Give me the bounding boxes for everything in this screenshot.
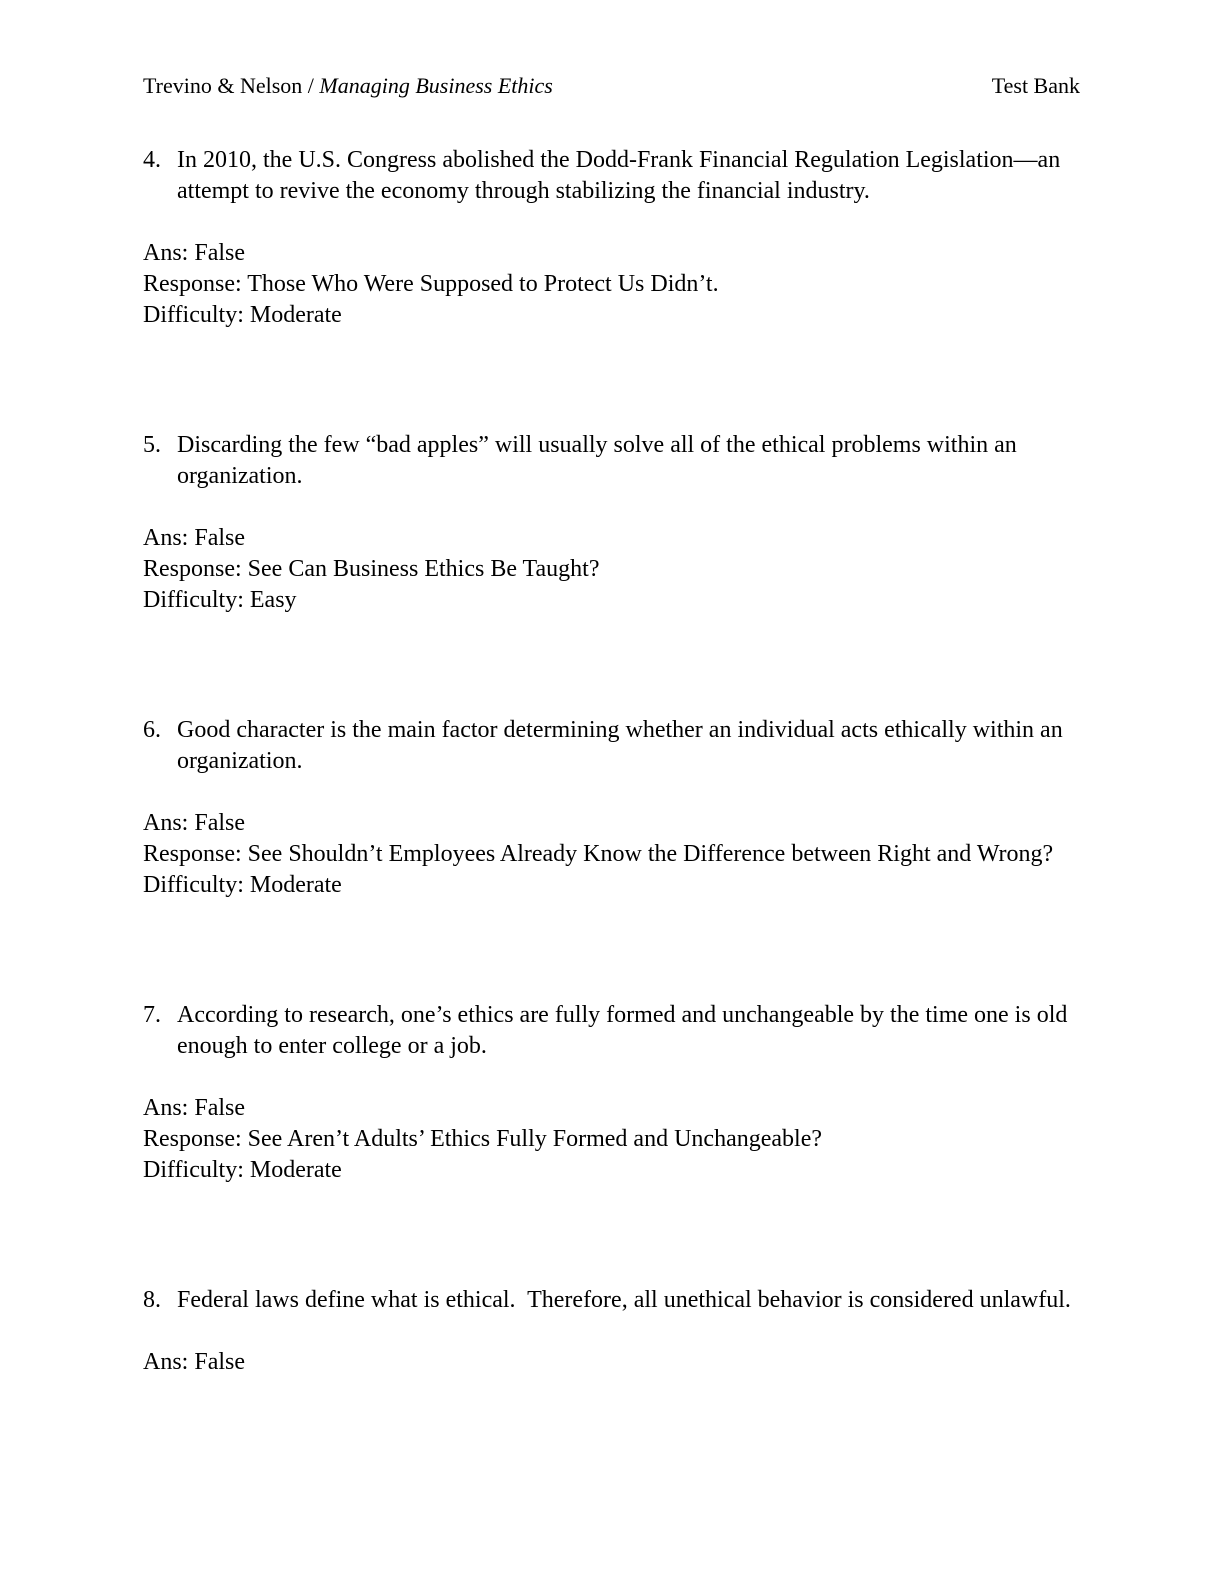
- difficulty-value: Easy: [249, 587, 297, 613]
- page-header: [143, 72, 1080, 100]
- difficulty-label: Difficulty:: [143, 1157, 244, 1183]
- answer-label: Ans:: [143, 1349, 189, 1375]
- answer-line: [143, 523, 1080, 554]
- difficulty-line: [143, 300, 1080, 331]
- question-text: Federal laws define what is ethical. Therefore, all unethical behavior is considered unlawful.: [177, 1287, 1071, 1313]
- response-label: Response:: [143, 556, 242, 582]
- question-number: 6.: [143, 717, 161, 743]
- response-label: Response:: [143, 841, 242, 867]
- response-line: [143, 839, 1080, 870]
- header-book-title: Managing Business Ethics: [319, 73, 553, 98]
- answer-label: Ans:: [143, 525, 189, 551]
- question-text: In 2010, the U.S. Congress abolished the Dodd-Frank Financial Regulation Legislation—an attempt to revive the economy through stabilizing the financial industry.: [177, 147, 1067, 204]
- question-number: 7.: [143, 1002, 161, 1028]
- question-text: Good character is the main factor determining whether an individual acts ethically within an organization.: [177, 717, 1069, 774]
- difficulty-label: Difficulty:: [143, 587, 244, 613]
- difficulty-label: Difficulty:: [143, 872, 244, 898]
- question-number: 8.: [143, 1287, 161, 1313]
- response-value: See Aren’t Adults’ Ethics Fully Formed and Unchangeable?: [247, 1126, 822, 1152]
- response-value: Those Who Were Supposed to Protect Us Didn’t.: [247, 271, 719, 297]
- question-number: 4.: [143, 147, 161, 173]
- difficulty-label: Difficulty:: [143, 302, 244, 328]
- difficulty-line: [143, 585, 1080, 616]
- response-value: See Shouldn’t Employees Already Know the Difference between Right and Wrong?: [247, 841, 1054, 867]
- response-label: Response:: [143, 1126, 242, 1152]
- answer-label: Ans:: [143, 240, 189, 266]
- answer-label: Ans:: [143, 1095, 189, 1121]
- question-item-5: [143, 430, 1080, 616]
- question-text: According to research, one’s ethics are fully formed and unchangeable by the time one is old enough to enter college or a job.: [177, 1002, 1074, 1059]
- answer-value: False: [194, 240, 246, 266]
- response-line: [143, 554, 1080, 585]
- question-row: [143, 715, 1080, 777]
- answer-value: False: [194, 1095, 246, 1121]
- answer-line: [143, 1347, 1080, 1378]
- question-row: [143, 1285, 1080, 1316]
- difficulty-line: [143, 1155, 1080, 1186]
- response-line: [143, 269, 1080, 300]
- answer-line: [143, 238, 1080, 269]
- question-item-4: [143, 145, 1080, 331]
- difficulty-value: Moderate: [249, 1157, 342, 1183]
- difficulty-value: Moderate: [249, 302, 342, 328]
- header-doc-type: Test Bank: [991, 73, 1080, 98]
- answer-line: [143, 1093, 1080, 1124]
- difficulty-value: Moderate: [249, 872, 342, 898]
- answer-line: [143, 808, 1080, 839]
- question-row: [143, 145, 1080, 207]
- header-book-reference: [143, 72, 553, 100]
- question-row: [143, 1000, 1080, 1062]
- difficulty-line: [143, 870, 1080, 901]
- question-text: Discarding the few “bad apples” will usually solve all of the ethical problems within an organization.: [177, 432, 1023, 489]
- question-number: 5.: [143, 432, 161, 458]
- response-label: Response:: [143, 271, 242, 297]
- answer-value: False: [194, 1349, 246, 1375]
- header-authors: Trevino & Nelson /: [143, 73, 320, 98]
- response-value: See Can Business Ethics Be Taught?: [247, 556, 600, 582]
- answer-label: Ans:: [143, 810, 189, 836]
- answer-value: False: [194, 810, 246, 836]
- response-line: [143, 1124, 1080, 1155]
- question-item-6: [143, 715, 1080, 901]
- question-row: [143, 430, 1080, 492]
- question-item-7: [143, 1000, 1080, 1186]
- answer-value: False: [194, 525, 246, 551]
- question-item-8: [143, 1285, 1080, 1378]
